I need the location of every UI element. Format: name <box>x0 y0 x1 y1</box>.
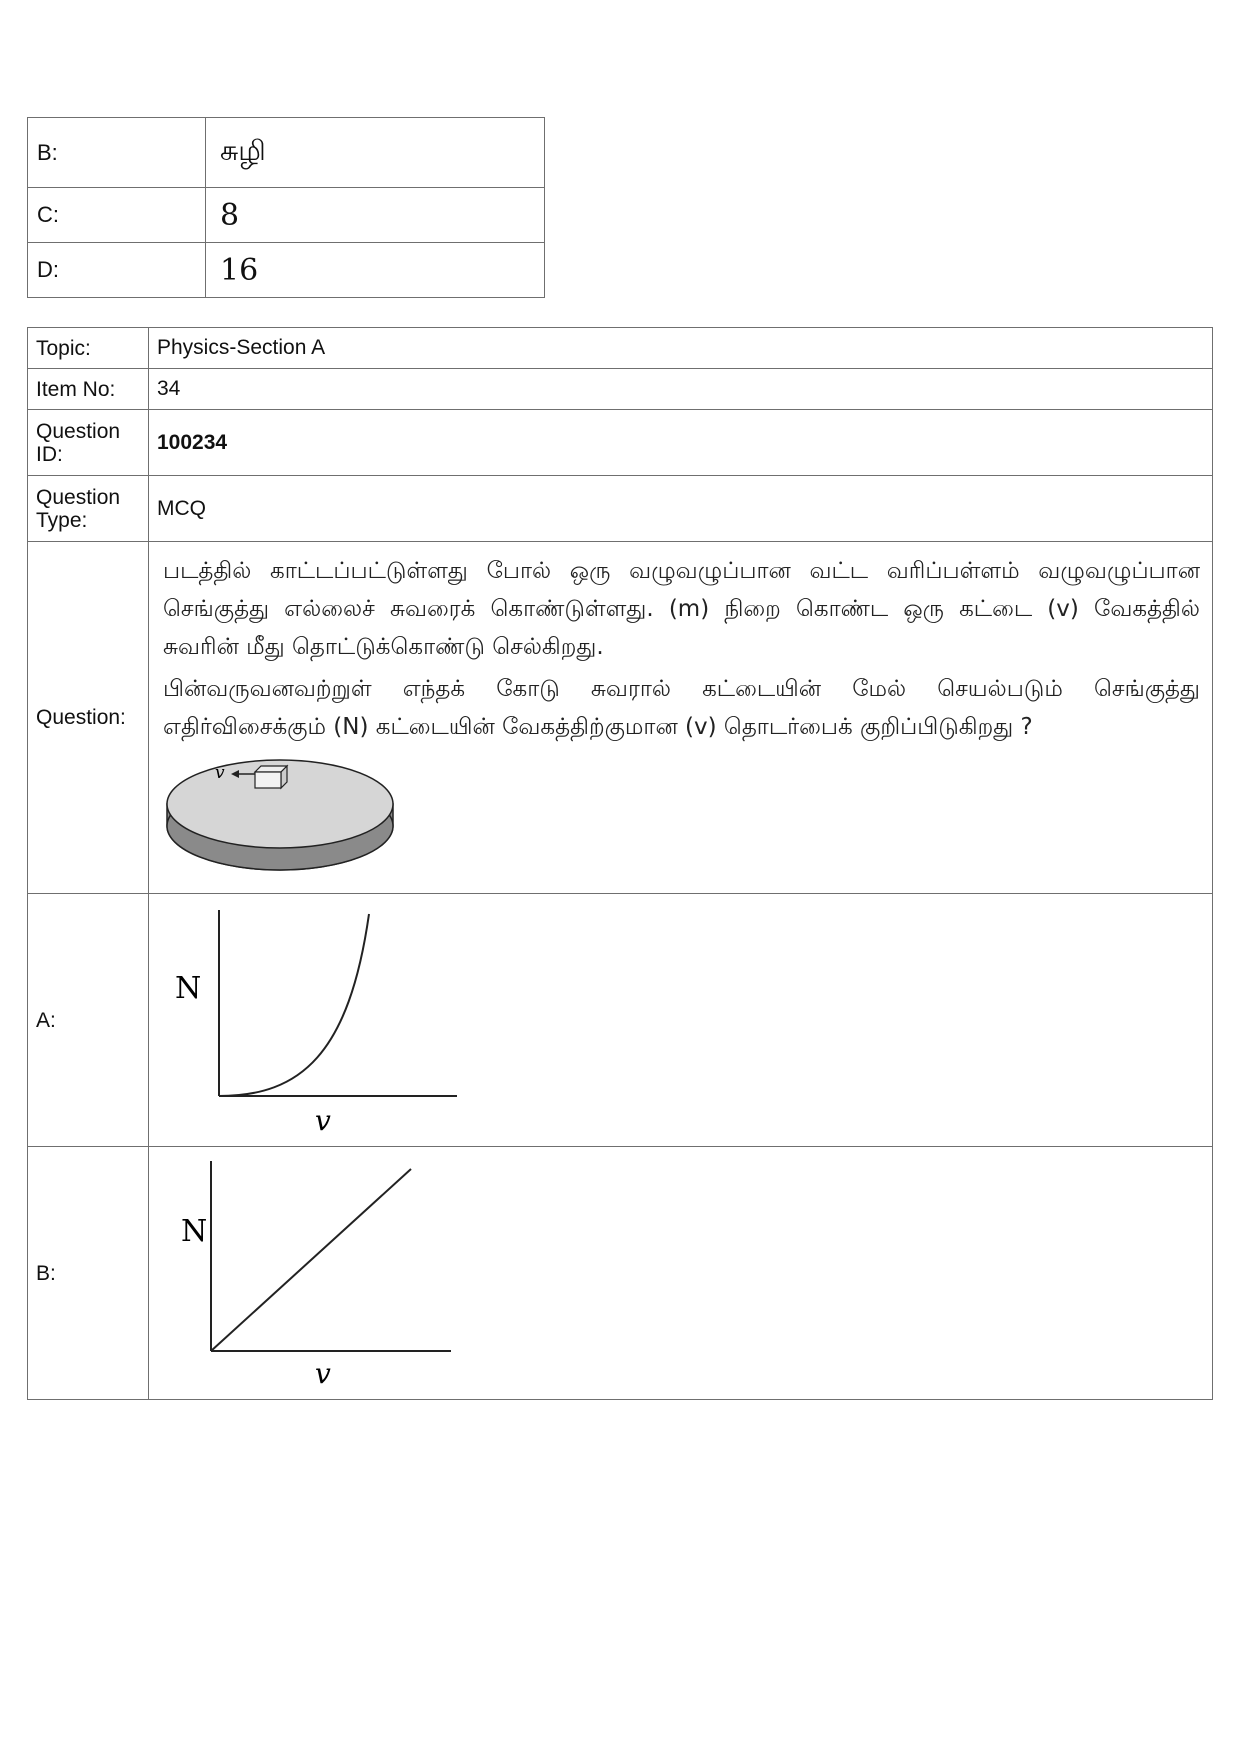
option-b-graph <box>161 1161 471 1389</box>
item-row <box>28 369 1213 410</box>
x-axis-label: v <box>315 1357 331 1389</box>
velocity-label: v <box>215 763 225 783</box>
question-type-value: MCQ <box>149 476 1213 542</box>
question-id-label: Question ID: <box>28 410 149 476</box>
option-value: 16 <box>206 243 545 298</box>
option-label: C: <box>28 188 206 243</box>
item-value: 34 <box>149 369 1213 410</box>
linear-line <box>211 1169 411 1351</box>
option-a-label: A: <box>28 894 149 1147</box>
option-row-c <box>28 188 545 243</box>
question-id-value: 100234 <box>149 410 1213 476</box>
question-body <box>149 542 1213 894</box>
option-row-b <box>28 118 545 188</box>
option-row-d <box>28 243 545 298</box>
question-row <box>28 542 1213 894</box>
option-label: B: <box>28 118 206 188</box>
option-b-label: B: <box>28 1147 149 1400</box>
question-type-row <box>28 476 1213 542</box>
option-value: சுழி <box>206 118 545 188</box>
y-axis-label: N <box>175 971 202 1006</box>
option-a-graph <box>161 904 471 1136</box>
topic-row <box>28 328 1213 369</box>
y-axis-label: N <box>181 1214 208 1249</box>
option-b-graph-cell <box>149 1147 1213 1400</box>
question-paragraph-1: படத்தில் காட்டப்பட்டுள்ளது போல் ஒரு வழுவழுப்பான வட்ட வரிப்பள்ளம் வழுவழுப்பான செங்குத்து எல்லைச் சுவரைக் கொண்டுள்ளது. (m) நிறை கொண்ட ஒரு கட்டை (v) வேகத்தில் சுவரின் மீது தொட்டுக்கொண்டு செல்கிறது. <box>163 558 1200 660</box>
question-label: Question: <box>28 542 149 894</box>
option-value: 8 <box>206 188 545 243</box>
option-label: D: <box>28 243 206 298</box>
question-paragraph-2: பின்வருவனவற்றுள் எந்தக் கோடு சுவரால் கட்டையின் மேல் செயல்படும் செங்குத்து எதிர்விசைக்கும் (N) கட்டையின் வேகத்திற்குமான (v) தொடர்பைக் குறிப்பிடுகிறது ? <box>163 676 1200 740</box>
question-type-label: Question Type: <box>28 476 149 542</box>
option-a-graph-cell <box>149 894 1213 1147</box>
parabolic-curve <box>219 914 369 1096</box>
circular-groove-figure <box>163 754 403 878</box>
topic-value: Physics-Section A <box>149 328 1213 369</box>
topic-label: Topic: <box>28 328 149 369</box>
option-b-row <box>28 1147 1213 1400</box>
item-label: Item No: <box>28 369 149 410</box>
x-axis-label: v <box>315 1104 331 1136</box>
question-id-row <box>28 410 1213 476</box>
question-table <box>27 327 1213 1400</box>
option-a-row <box>28 894 1213 1147</box>
block-front <box>255 772 281 788</box>
previous-options-table <box>27 117 545 298</box>
